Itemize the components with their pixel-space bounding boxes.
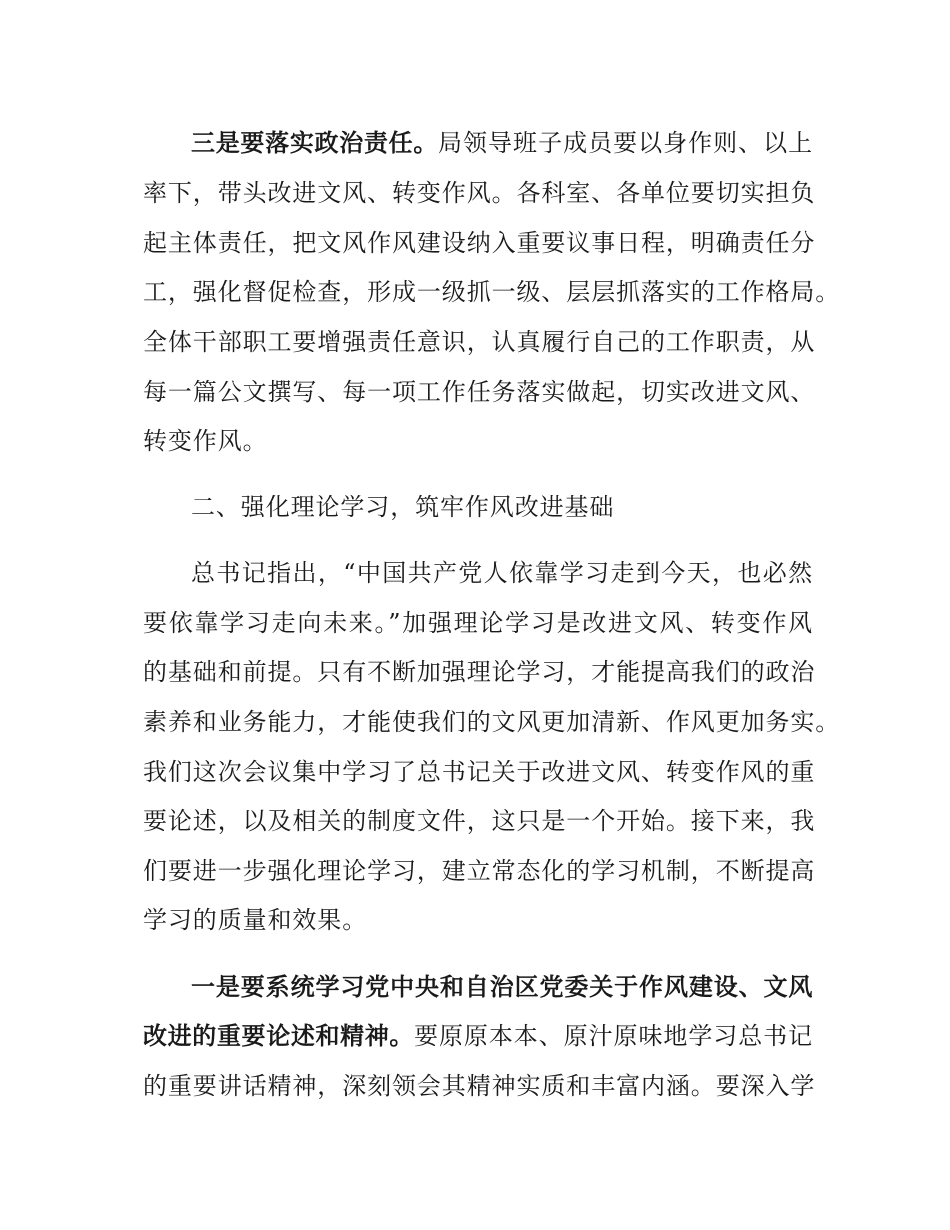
paragraph-3-lead-part-1: 一是要系统学习党中央和自治区党委关于作风建设、文风 [191,973,813,1001]
paragraph-2-line-7: 们要进一步强化理论学习，建立常态化的学习机制，不断提高 [143,857,816,885]
paragraph-3-line-3: 的重要讲话精神，深刻领会其精神实质和丰富内涵。要深入学 [143,1072,816,1100]
paragraph-2-line-4: 素养和业务能力，才能使我们的文风更加清新、作风更加务实。 [143,708,841,736]
paragraph-1-line-4: 工，强化督促检查，形成一级抓一级、层层抓落实的工作格局。 [143,278,841,306]
paragraph-1-line-1 [191,128,813,158]
paragraph-1-line-6: 每一篇公文撰写、每一项工作任务落实做起，切实改进文风、 [143,378,816,406]
paragraph-1-lead: 三是要落实政治责任。 [191,129,439,157]
paragraph-1-line-1-text: 局领导班子成员要以身作则、以上 [438,129,814,157]
paragraph-1-line-5: 全体干部职工要增强责任意识，认真履行自己的工作职责，从 [143,328,816,356]
paragraph-1-line-2: 率下，带头改进文风、转变作风。各科室、各单位要切实担负 [143,179,816,207]
paragraph-1-line-7: 转变作风。 [143,427,268,455]
paragraph-3-line-2 [143,1021,813,1051]
paragraph-2-line-1: 总书记指出，“中国共产党人依靠学习走到今天，也必然 [191,559,813,587]
section-heading: 二、强化理论学习，筑牢作风改进基础 [191,493,615,521]
paragraph-3-lead-part-2: 改进的重要论述和精神。 [143,1022,415,1050]
paragraph-2-line-3: 的基础和前提。只有不断加强理论学习，才能提高我们的政治 [143,658,816,686]
paragraph-2-line-5: 我们这次会议集中学习了总书记关于改进文风、转变作风的重 [143,758,816,786]
paragraph-1-line-3: 起主体责任，把文风作风建设纳入重要议事日程，明确责任分 [143,229,816,257]
paragraph-2-line-2: 要依靠学习走向未来。”加强理论学习是改进文风、转变作风 [143,609,813,637]
paragraph-2-line-6: 要论述，以及相关的制度文件，这只是一个开始。接下来，我 [143,807,816,835]
paragraph-2-line-8: 学习的质量和效果。 [143,906,368,934]
paragraph-3-line-2-text: 要原原本本、原汁原味地学习总书记 [414,1022,813,1050]
paragraph-3-line-1 [191,972,813,1002]
